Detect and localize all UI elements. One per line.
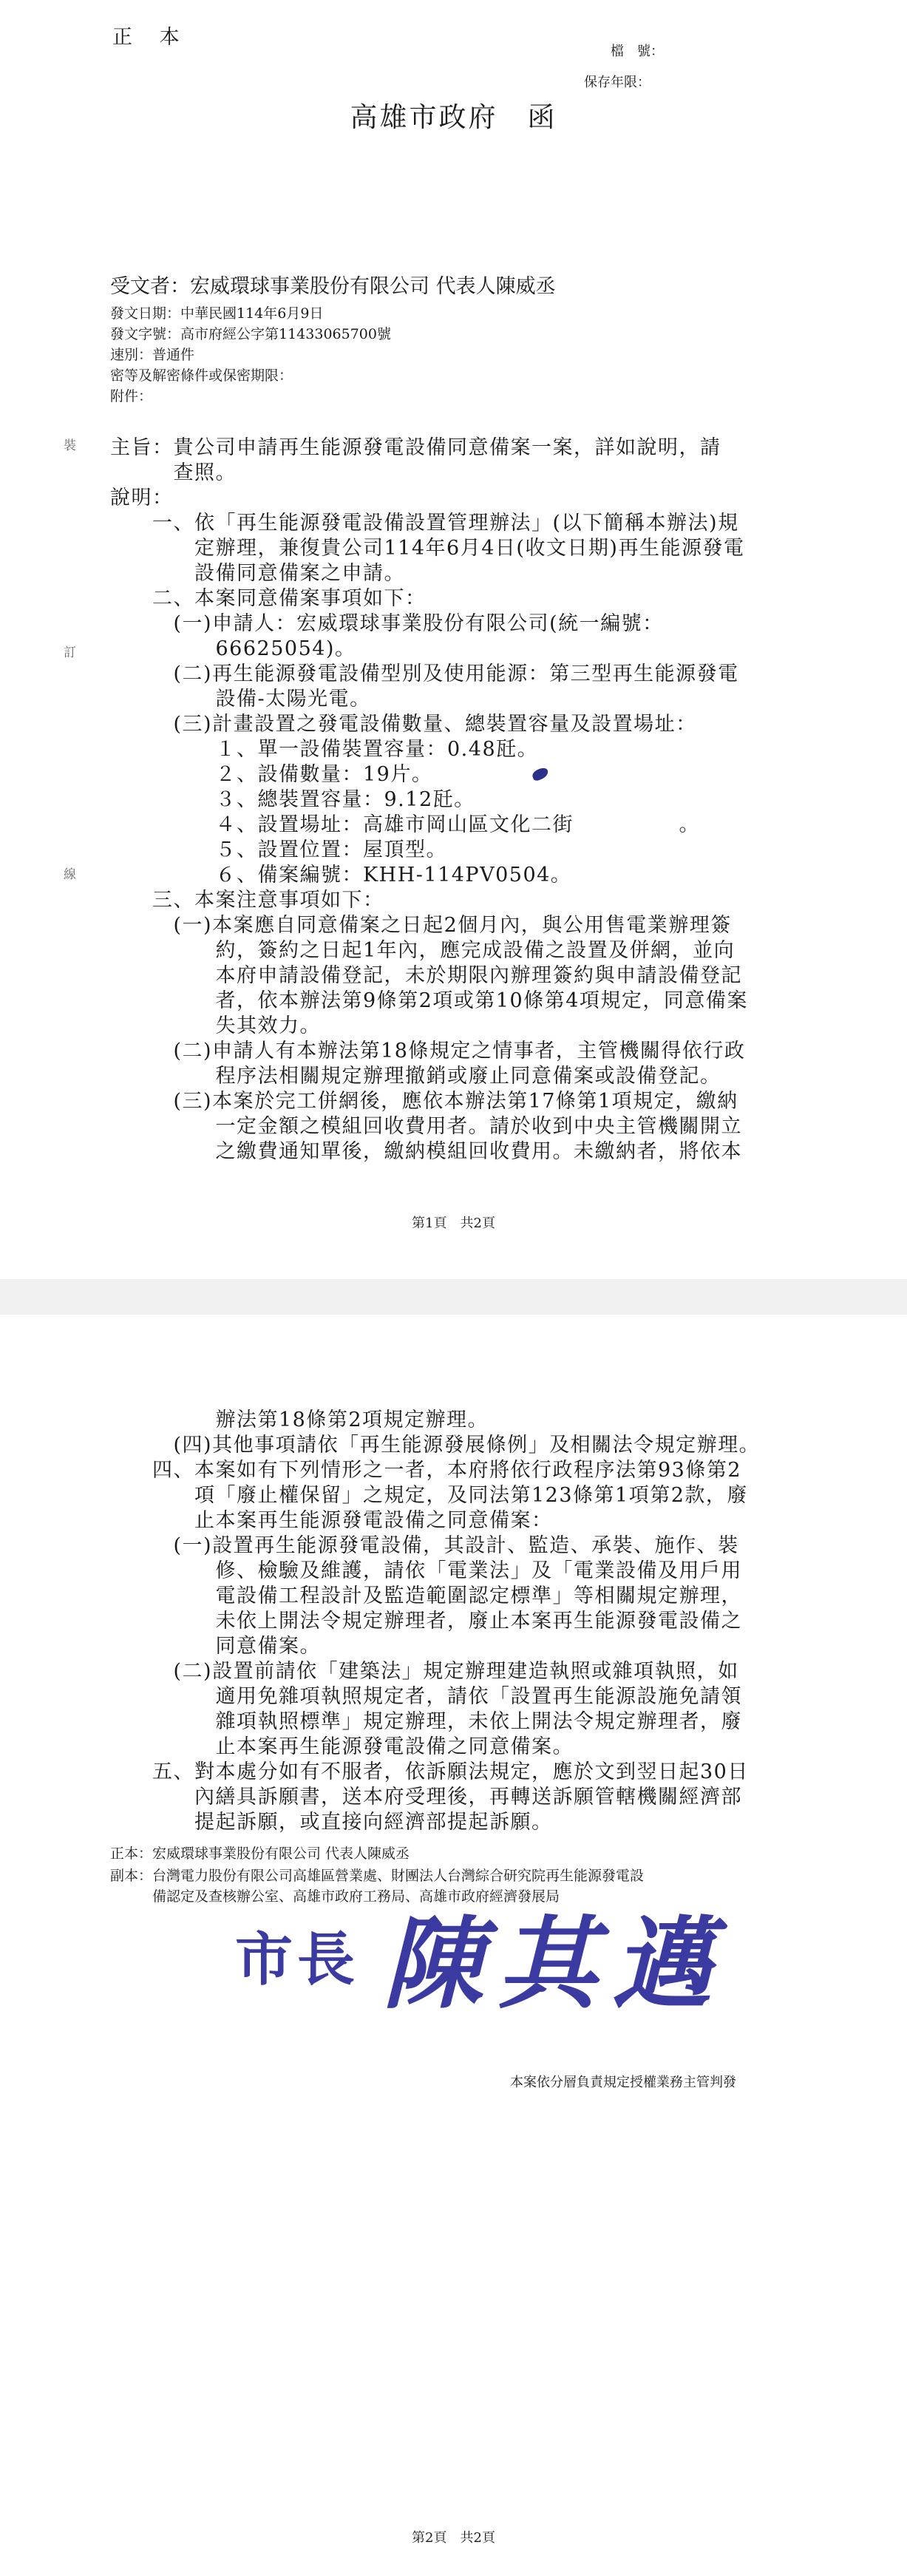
body-line: 66625054)。 (110, 637, 356, 660)
subject-line-2: 查照。 (110, 461, 237, 484)
document-page-1 (0, 0, 907, 1279)
body-line: 辦法第18條第2項規定辦理。 (110, 1409, 489, 1431)
document-title: 高雄市政府 函 (350, 101, 557, 133)
body-line: 者，依本辦法第9條第2項或第10條第4項規定，同意備案 (110, 989, 748, 1012)
body-line: １、單一設備裝置容量：0.48瓩。 (110, 738, 539, 761)
original-recipient: 正本：宏威環球事業股份有限公司 代表人陳威丞 (110, 1845, 410, 1862)
doc-date: 發文日期：中華民國114年6月9日 (110, 305, 324, 322)
doc-number: 發文字號：高市府經公字第11433065700號 (110, 326, 391, 342)
body-line: 約，簽約之日起1年內，應完成設備之設置及併網，並向 (110, 939, 736, 962)
body-line: (二)設置前請依「建築法」規定辦理建造執照或雜項執照，如 (110, 1660, 739, 1683)
cc-line: 備認定及查核辦公室、高雄市政府工務局、高雄市政府經濟發展局 (110, 1888, 560, 1905)
body-line: 設備同意備案之申請。 (110, 562, 405, 585)
confidentiality: 密等及解密條件或保密期限： (110, 367, 293, 384)
binding-mark-2: 訂 (64, 645, 76, 660)
body-line: 一、依「再生能源發電設備設置管理辦法」(以下簡稱本辦法)規 (110, 512, 739, 535)
page-footer-1: 第1頁 共2頁 (412, 1216, 495, 1231)
body-line: 失其效力。 (110, 1014, 321, 1037)
cc-line: 副本：台灣電力股份有限公司高雄區營業處、財團法人台灣綜合研究院再生能源發電設 (110, 1868, 645, 1884)
body-line: 內繕具訴願書，送本府受理後，再轉送訴願管轄機關經濟部 (110, 1786, 742, 1809)
body-line: (一)申請人：宏威環球事業股份有限公司(統一編號： (110, 612, 664, 635)
mayor-seal (235, 1878, 727, 2022)
original-copy-mark: 正 本 (112, 26, 190, 49)
body-line: 項「廢止權保留」之規定，及同法第123條第1項第2款，廢 (110, 1484, 748, 1507)
body-line: 四、本案如有下列情形之一者，本府將依行政程序法第93條第2 (110, 1459, 742, 1482)
body-line: 止本案再生能源發電設備之同意備案。 (110, 1735, 574, 1758)
attachments: 附件： (110, 388, 153, 404)
page-footer-2: 第2頁 共2頁 (412, 2530, 495, 2546)
body-line: 未依上開法令規定辦理者，廢止本案再生能源發電設備之 (110, 1610, 742, 1633)
body-line: 二、本案同意備案事項如下： (110, 587, 427, 610)
body-line: ５、設置位置：屋頂型。 (110, 838, 447, 861)
body-line: 之繳費通知單後，繳納模組回收費用。未繳納者，將依本 (110, 1140, 742, 1163)
body-line: 本府申請設備登記，未於期限內辦理簽約與申請設備登記 (110, 964, 742, 987)
body-line: (四)其他事項請依「再生能源發展條例」及相關法令規定辦理。 (110, 1434, 761, 1457)
body-line: 一定金額之模組回收費用者。請於收到中央主管機關開立 (110, 1115, 742, 1138)
body-line: 同意備案。 (110, 1635, 321, 1658)
body-line: ３、總裝置容量：9.12瓩。 (110, 788, 475, 811)
body-line: 程序法相關規定辦理撤銷或廢止同意備案或設備登記。 (110, 1065, 721, 1088)
body-line: 五、對本處分如有不服者，依訴願法規定，應於文到翌日起30日 (110, 1760, 749, 1783)
explanation-heading: 說明： (110, 487, 174, 509)
body-line: (三)本案於完工併網後，應依本辦法第17條第1項規定，繳納 (110, 1090, 738, 1113)
body-line: 修、檢驗及維護，請依「電業法」及「電業設備及用戶用 (110, 1559, 742, 1582)
body-line: (一)設置再生能源發電設備，其設計、監造、承裝、施作、裝 (110, 1534, 739, 1557)
body-line: (二)申請人有本辦法第18條規定之情事者，主管機關得依行政 (110, 1040, 746, 1062)
document-page-2 (0, 1315, 907, 2576)
body-line: 止本案再生能源發電設備之同意備案： (110, 1509, 553, 1532)
file-number-label: 檔 號： (611, 44, 664, 59)
seal-name: 陳其邁 (383, 1905, 727, 2022)
body-line: (一)本案應自同意備案之日起2個月內，與公用售電業辦理簽 (110, 914, 732, 937)
authority-note: 本案依分層負責規定授權業務主管判發 (510, 2075, 736, 2090)
ink-blot (531, 767, 549, 782)
binding-mark-3: 線 (64, 867, 76, 882)
recipient-line: 受文者：宏威環球事業股份有限公司 代表人陳威丞 (110, 275, 556, 298)
body-line: ４、設置場址：高雄市岡山區文化二街 。 (110, 813, 700, 836)
body-line: 雜項執照標準」規定辦理，未依上開法令規定辦理者，廢 (110, 1710, 742, 1733)
body-line: ２、設備數量：19片。 (110, 763, 433, 786)
body-line: 提起訴願，或直接向經濟部提起訴願。 (110, 1811, 553, 1834)
binding-mark-1: 裝 (64, 438, 76, 453)
body-line: 電設備工程設計及監造範圍認定標準」等相關規定辦理， (110, 1584, 742, 1607)
seal-title: 市長 (235, 1926, 360, 1993)
body-line: 設備-太陽光電。 (110, 688, 371, 711)
body-line: (三)計畫設置之發電設備數量、總裝置容量及設置場址： (110, 713, 697, 736)
body-line: 定辦理，兼復貴公司114年6月4日(收文日期)再生能源發電 (110, 537, 745, 560)
body-line: (二)再生能源發電設備型別及使用能源：第三型再生能源發電 (110, 662, 739, 685)
subject-line: 主旨：貴公司申請再生能源發電設備同意備案一案，詳如說明，請 (110, 436, 721, 459)
body-line: 三、本案注意事項如下： (110, 889, 384, 912)
body-line: 適用免雜項執照規定者，請依「設置再生能源設施免請領 (110, 1685, 742, 1708)
retention-period-label: 保存年限： (584, 75, 650, 90)
body-line: ６、備案編號：KHH-114PV0504。 (110, 864, 572, 887)
delivery-speed: 速別：普通件 (110, 347, 195, 363)
